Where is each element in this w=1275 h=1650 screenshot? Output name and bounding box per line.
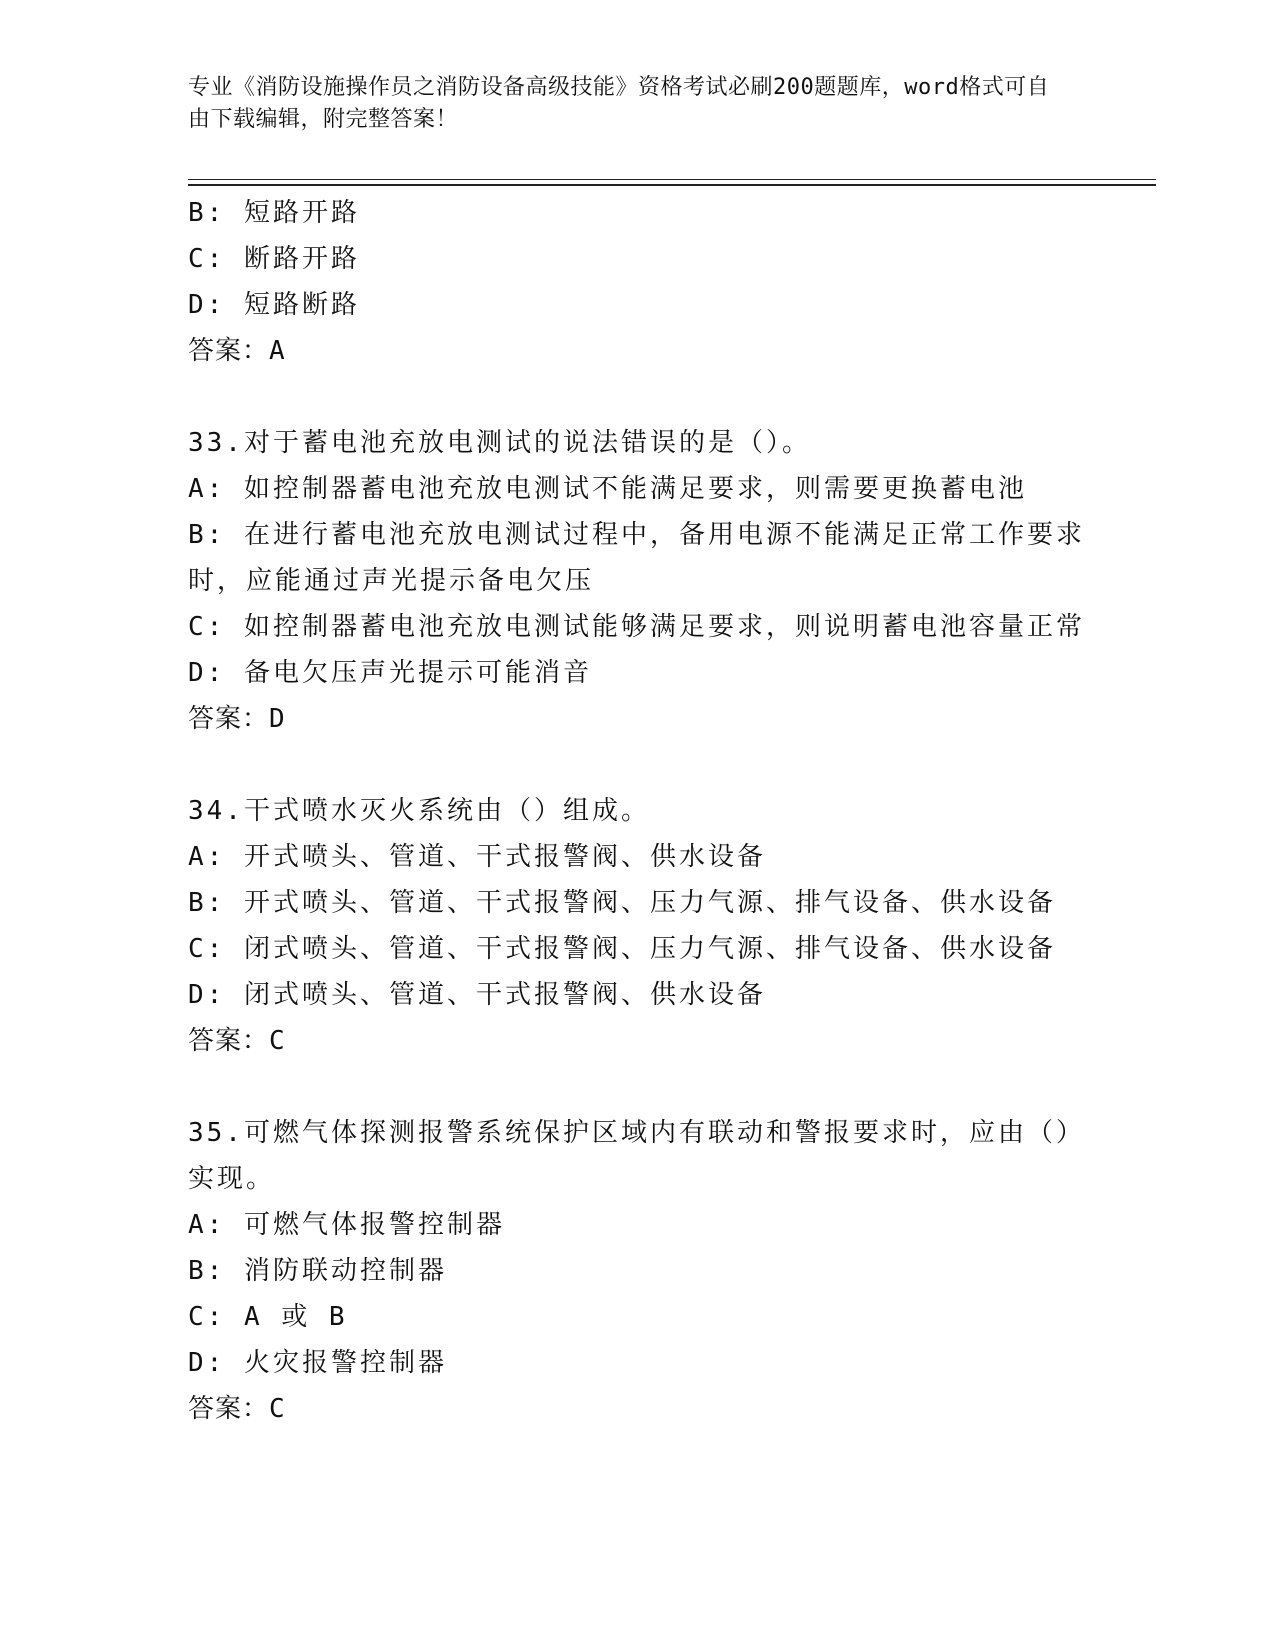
question-32-block: [188, 190, 1088, 374]
option-c: C: 断路开路: [188, 244, 360, 274]
option-d: D: 闭式喷头、管道、干式报警阀、供水设备: [188, 980, 766, 1010]
option-b: B: 在进行蓄电池充放电测试过程中，备用电源不能满足正常工作要求时，应能通过声光提示备电欠压: [188, 520, 1085, 596]
header-divider-top: [188, 179, 1156, 180]
option-a: A: 可燃气体报警控制器: [188, 1210, 505, 1240]
spacer: [188, 374, 1088, 420]
page-header: [188, 72, 1068, 136]
header-divider-bottom: [188, 184, 1156, 186]
answer-value: C: [269, 1026, 288, 1056]
question-34-block: [188, 788, 1088, 1064]
option-b: B: 短路开路: [188, 198, 360, 228]
option-a: A: 如控制器蓄电池充放电测试不能满足要求，则需要更换蓄电池: [188, 474, 1027, 504]
question-35-block: [188, 1110, 1088, 1432]
option-a: A: 开式喷头、管道、干式报警阀、供水设备: [188, 842, 766, 872]
answer-value: A: [269, 336, 288, 366]
document-title: 专业《消防设施操作员之消防设备高级技能》资格考试必刷200题题库，word格式可自由下载编辑，附完整答案！: [188, 75, 1050, 132]
option-c: C: 如控制器蓄电池充放电测试能够满足要求，则说明蓄电池容量正常: [188, 612, 1085, 642]
option-c: C: 闭式喷头、管道、干式报警阀、压力气源、排气设备、供水设备: [188, 934, 1056, 964]
option-d: D: 短路断路: [188, 290, 360, 320]
option-d: D: 火灾报警控制器: [188, 1348, 447, 1378]
answer-label: 答案：: [188, 704, 270, 734]
answer-line: [188, 328, 1088, 374]
question-text: 34.干式喷水灭火系统由（）组成。: [188, 796, 650, 826]
question-text: 33.对于蓄电池充放电测试的说法错误的是（）。: [188, 428, 811, 458]
answer-value: C: [269, 1394, 288, 1424]
spacer: [188, 1064, 1088, 1110]
question-list: [188, 190, 1088, 1432]
spacer: [188, 742, 1088, 788]
answer-label: 答案：: [188, 336, 270, 366]
answer-value: D: [269, 704, 288, 734]
option-b: B: 开式喷头、管道、干式报警阀、压力气源、排气设备、供水设备: [188, 888, 1056, 918]
answer-line: [188, 1386, 1088, 1432]
question-text: 35.可燃气体探测报警系统保护区域内有联动和警报要求时，应由（）实现。: [188, 1118, 1085, 1194]
question-33-block: [188, 420, 1088, 742]
option-b: B: 消防联动控制器: [188, 1256, 447, 1286]
answer-label: 答案：: [188, 1026, 270, 1056]
answer-label: 答案：: [188, 1394, 270, 1424]
option-d: D: 备电欠压声光提示可能消音: [188, 658, 592, 688]
answer-line: [188, 1018, 1088, 1064]
option-c: C: A 或 B: [188, 1302, 348, 1332]
answer-line: [188, 696, 1088, 742]
